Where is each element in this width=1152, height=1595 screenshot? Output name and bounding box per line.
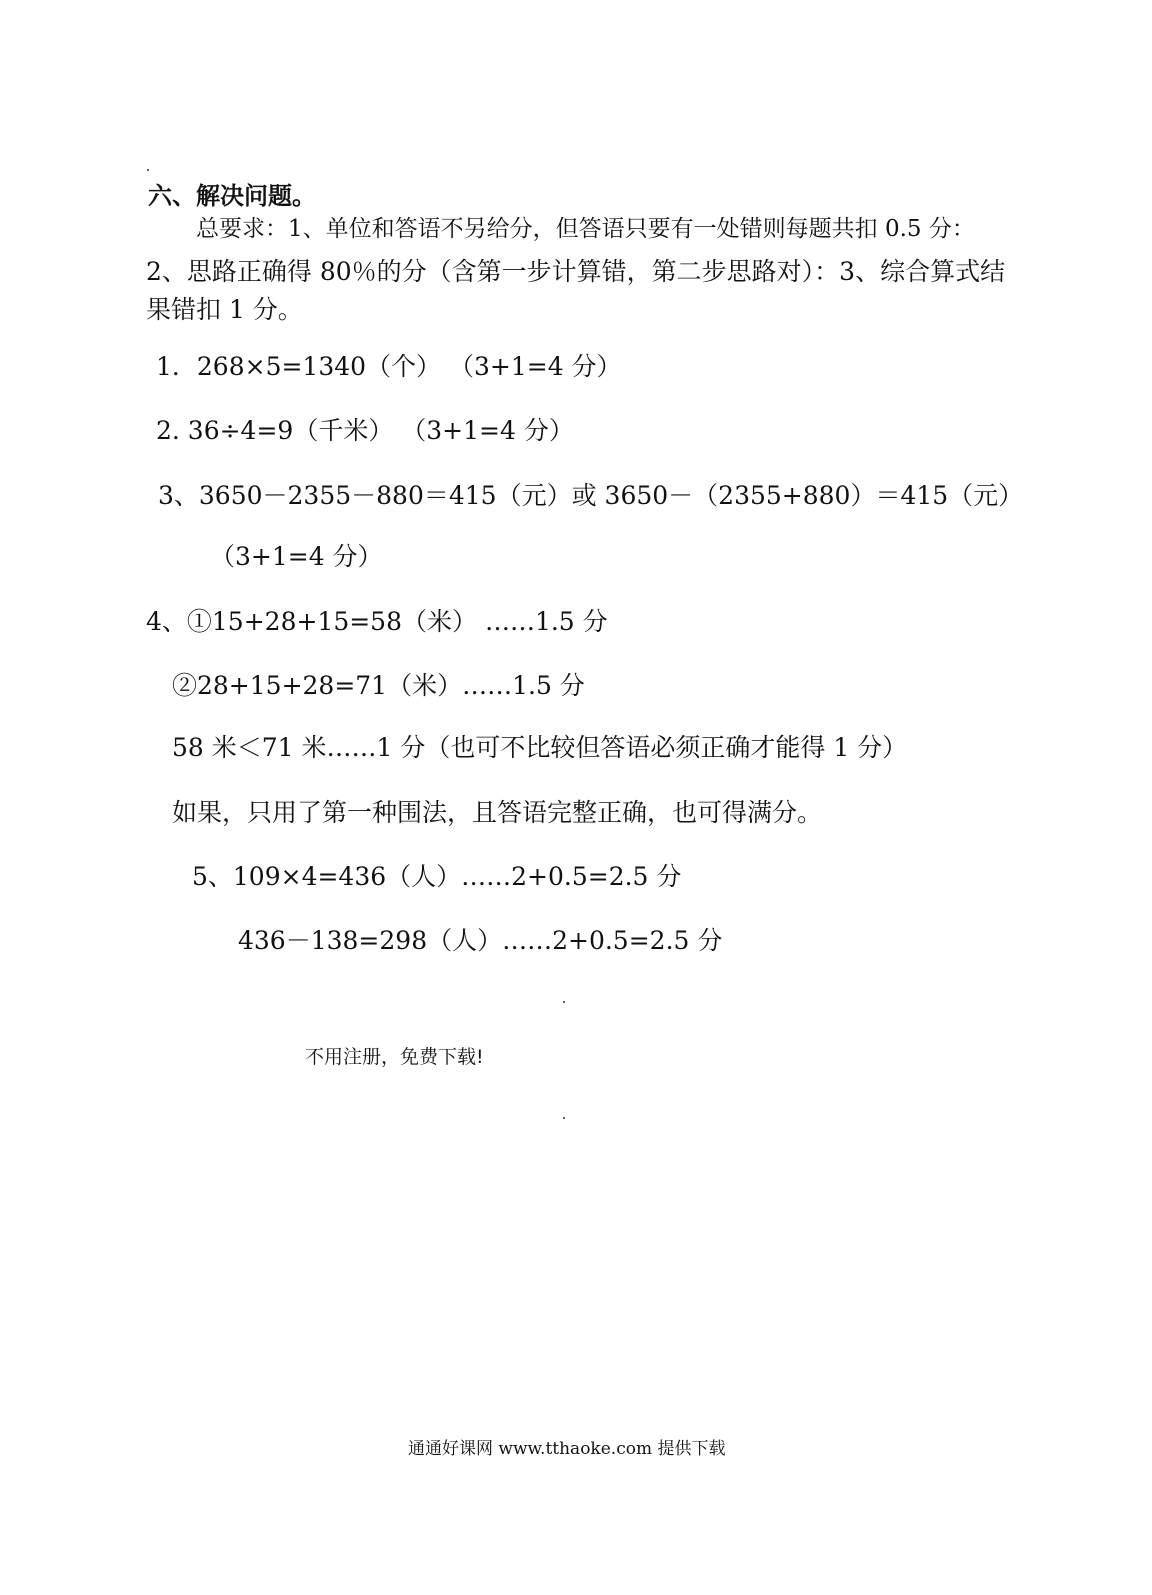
answer-3-line-1: 3、3650－2355－880＝415（元）或 3650－（2355+880）＝415（元）: [158, 481, 1024, 510]
answer-2: 2. 36÷4=9（千米） （3+1=4 分）: [156, 416, 574, 445]
scan-speck: [147, 169, 149, 171]
requirement-line-1: 总要求：1、单位和答语不另给分，但答语只要有一处错则每题共扣 0.5 分：: [196, 216, 975, 242]
answer-5-line-2: 436－138=298（人）……2+0.5=2.5 分: [238, 926, 723, 955]
scan-speck: [563, 1117, 565, 1119]
answer-1: 1．268×5=1340（个） （3+1=4 分）: [156, 352, 622, 381]
answer-4-line-2: ②28+15+28=71（米）……1.5 分: [172, 671, 585, 700]
answer-5-line-1: 5、109×4=436（人）……2+0.5=2.5 分: [192, 862, 682, 891]
site-footer: 通通好课网 www.tthaoke.com 提供下载: [408, 1439, 726, 1459]
scan-speck: [563, 1001, 565, 1003]
answer-4-line-3: 58 米＜71 米……1 分（也可不比较但答语必须正确才能得 1 分）: [172, 733, 908, 762]
answer-3-line-2: （3+1=4 分）: [210, 542, 383, 571]
requirement-line-3: 果错扣 1 分。: [146, 295, 303, 324]
answer-4-line-1: 4、①15+28+15=58（米） ……1.5 分: [146, 607, 608, 636]
download-note: 不用注册，免费下载!: [305, 1046, 484, 1068]
answer-4-line-4: 如果，只用了第一种围法，且答语完整正确，也可得满分。: [172, 798, 823, 827]
requirement-line-2: 2、思路正确得 80％的分（含第一步计算错，第二步思路对）：3、综合算式结: [146, 257, 1006, 286]
section-heading: 六、解决问题。: [148, 181, 316, 210]
